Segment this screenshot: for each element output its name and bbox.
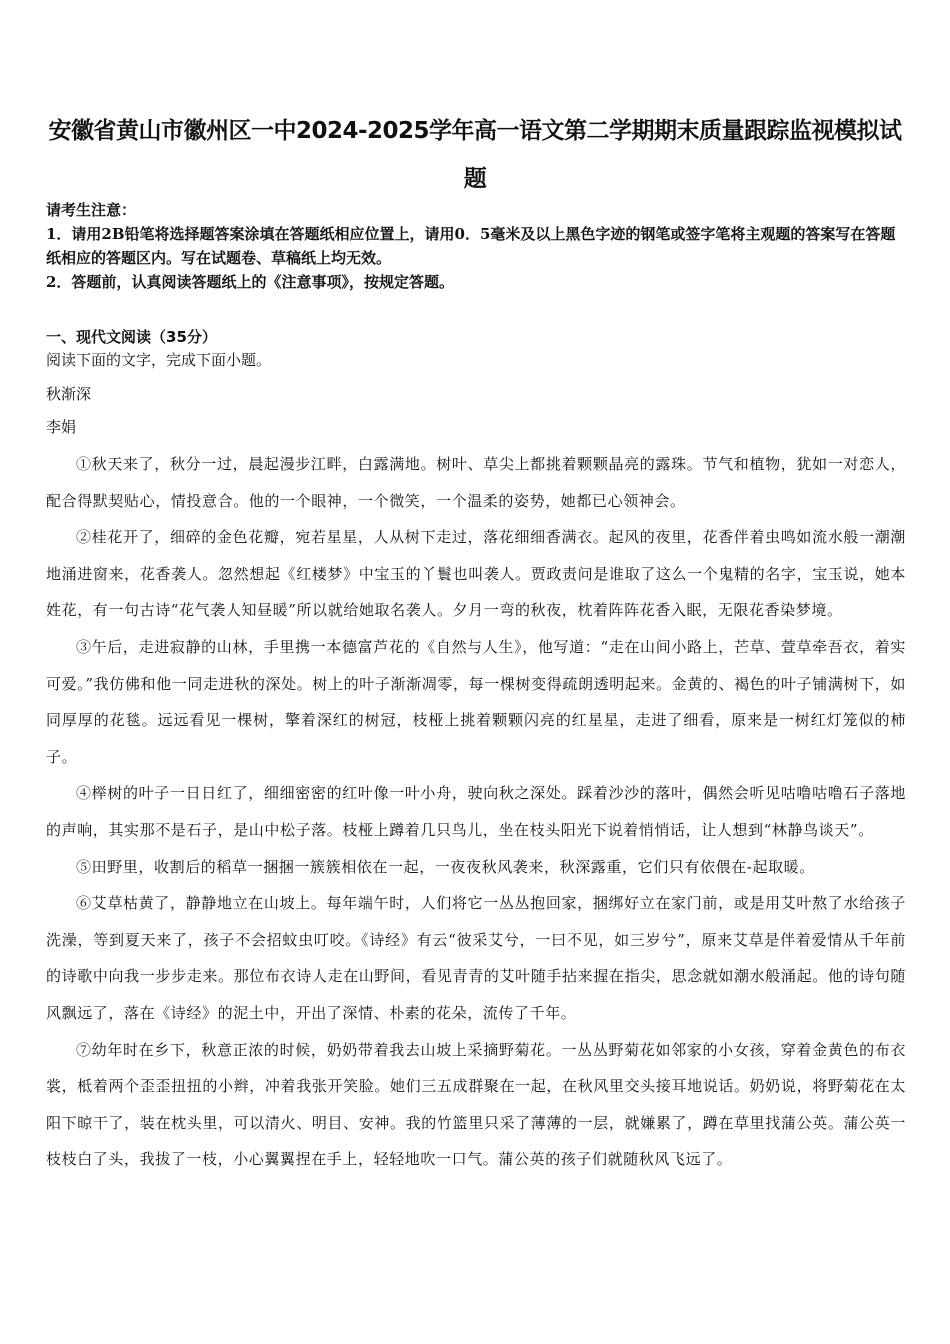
exam-title-line2: 题 xyxy=(463,166,487,192)
paragraph-2: ②桂花开了，细碎的金色花瓣，宛若星星，人从树下走过，落花细细香满衣。起风的夜里，花香伴着虫鸣如流水般一潮潮地涌进窗来，花香袭人。忽然想起《红楼梦》中宝玉的丫鬟也叫袭人。贾政责问是谁取了这么一个鬼精的名字，宝玉说，她本姓花，有一句古诗“花气袭人知昼暖”所以就给她取名袭人。夕月一弯的秋夜，枕着阵阵花香入眠，无限花香染梦境。 xyxy=(46,528,906,620)
paragraph-7: ⑦幼年时在乡下，秋意正浓的时候，奶奶带着我去山坡上采摘野菊花。一丛丛野菊花如邻家的小女孩，穿着金黄色的布衣裳，柢着两个歪歪扭扭的小辫，冲着我张开笑脸。她们三五成群聚在一起，在秋风里交头接耳地说话。奶奶说，将野菊花在太阳下晾干了，装在枕头里，可以清火、明目、安神。我的竹篮里只采了薄薄的一层，就嫌累了，蹲在草里找蒲公英。蒲公英一枝枝白了头，我拔了一枝，小心翼翼捏在手上，轻轻地吹一口气。蒲公英的孩子们就随秋风飞远了。 xyxy=(46,1040,906,1169)
article-author: 李娟 xyxy=(46,418,77,436)
article-body xyxy=(46,446,906,1178)
section-heading: 一、现代文阅读（35分） xyxy=(46,328,217,346)
reading-instruction: 阅读下面的文字，完成下面小题。 xyxy=(46,351,272,369)
paragraph-1: ①秋天来了，秋分一过，晨起漫步江畔，白露满地。树叶、草尖上都挑着颗颗晶亮的露珠。节气和植物，犹如一对恋人，配合得默契贴心，情投意合。他的一个眼神，一个微笑，一个温柔的姿势，她都已心领神会。 xyxy=(46,455,906,510)
article-title: 秋渐深 xyxy=(46,385,92,403)
notice-block xyxy=(46,198,906,294)
notice-item-2: 2．答题前，认真阅读答题纸上的《注意事项》，按规定答题。 xyxy=(46,273,454,291)
paragraph-4: ④榉树的叶子一日日红了，细细密密的红叶像一叶小舟，驶向秋之深处。踩着沙沙的落叶，偶然会听见咕噜咕噜石子落地的声响，其实那不是石子，是山中松子落。枝桠上蹲着几只鸟儿，坐在枝头阳光下说着悄悄话，让人想到“林静鸟谈天”。 xyxy=(46,784,906,839)
paragraph-3: ③午后，走进寂静的山林，手里携一本德富芦花的《自然与人生》，他写道：“走在山间小路上，芒草、萱草牵吾衣，着实可爱。”我仿佛和他一同走进秋的深处。树上的叶子渐渐凋零，每一棵树变得疏朗透明起来。金黄的、褐色的叶子铺满树下，如同厚厚的花毯。远远看见一棵树，擎着深红的树冠，枝桠上挑着颗颗闪亮的红星星，走进了细看，原来是一树红灯笼似的柿子。 xyxy=(46,637,906,766)
paragraph-6: ⑥艾草枯黄了，静静地立在山坡上。每年端午时，人们将它一丛丛抱回家，捆绑好立在家门前，或是用艾叶熬了水给孩子洗澡，等到夏天来了，孩子不会招蚊虫叮咬。《诗经》有云“彼采艾兮，一曰不见，如三岁兮”，原来艾草是伴着爱情从千年前的诗歌中向我一步步走来。那位布衣诗人走在山野间，看见青青的艾叶随手拈来握在指尖，思念就如潮水般涌起。他的诗句随风飘远了，落在《诗经》的泥土中，开出了深情、朴素的花朵，流传了千年。 xyxy=(46,894,906,1022)
notice-item-1: 1．请用2B铅笔将选择题答案涂填在答题纸相应位置上，请用0．5毫米及以上黑色字迹的钢笔或签字笔将主观题的答案写在答题纸相应的答题区内。写在试题卷、草稿纸上均无效。 xyxy=(46,225,896,267)
exam-title-line1: 安徽省黄山市徽州区一中2024-2025学年高一语文第二学期期末质量跟踪监视模拟试 xyxy=(48,118,902,144)
notice-heading: 请考生注意： xyxy=(46,201,137,219)
paragraph-5: ⑤田野里，收割后的稻草一捆捆一簇簇相依在一起，一夜夜秋风袭来，秋深露重，它们只有依偎在-起取暖。 xyxy=(76,857,815,876)
